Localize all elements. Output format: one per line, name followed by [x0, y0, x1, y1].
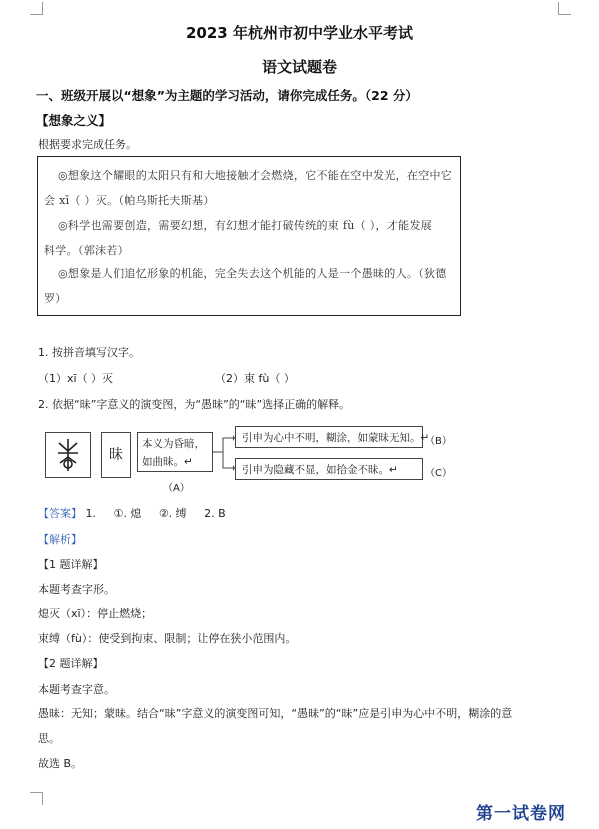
answer-line [38, 505, 226, 521]
analysis-label: 【解析】 [38, 533, 82, 546]
quote-line: ◎科学也需要创造，需要幻想，有幻想才能打破传统的束 fù（ ），才能发展 [58, 219, 433, 232]
q2-detail-line: 思。 [38, 732, 60, 745]
q2-detail-line: 故选 B。 [38, 757, 83, 770]
modern-character: 昧 [109, 447, 123, 463]
crop-mark-top-left [30, 2, 43, 15]
q1-detail-line: 本题考查字形。 [38, 583, 115, 596]
meaning-b-text: 引申为心中不明，糊涂，如蒙昧无知。↵ [242, 432, 430, 444]
watermark-logo: 第一试卷网 [476, 804, 566, 824]
exam-subtitle: 语文试题卷 [261, 58, 337, 76]
label-a: （A） [163, 483, 190, 494]
quote-line: 科学。（郭沫若） [44, 244, 129, 257]
ancient-glyph-icon [46, 433, 90, 477]
meaning-box-b [235, 426, 430, 448]
quote-box [37, 156, 461, 316]
meaning-box-a [137, 432, 213, 472]
question-2-prompt: 2. 依据“昧”字意义的演变图，为“愚昧”的“昧”选择正确的解释。 [38, 398, 351, 411]
arrows-icon [213, 422, 235, 486]
quote-line: 会 xī（ ）灭。（帕乌斯托夫斯基） [44, 194, 215, 207]
meaning-a-line1: 本义为昏暗， [142, 438, 205, 450]
meaning-c-text: 引申为隐藏不显，如拾金不昧。↵ [242, 464, 398, 476]
quote-line: ◎想象是人们追忆形象的机能，完全失去这个机能的人是一个愚昧的人。（狄德 [58, 267, 447, 280]
meaning-a-line2: 如曲昧。↵ [142, 456, 193, 468]
answer-label: 【答案】 [38, 507, 82, 520]
meaning-box-c [235, 458, 423, 480]
exam-title: 2023 年杭州市初中学业水平考试 [186, 24, 413, 42]
q1-detail-line: 束缚（fù）：使受到拘束、限制；让停在狭小范围内。 [38, 632, 297, 645]
section-heading: 一、班级开展以“想象”为主题的学习活动，请你完成任务。（22 分） [36, 88, 418, 103]
q2-detail-line: 愚昧：无知；蒙昧。结合“昧”字意义的演变图可知，“愚昧”的“昧”应是引申为心中不明，糊涂的意 [38, 707, 513, 720]
crop-mark-bottom-left [30, 792, 43, 805]
sub-heading: 【想象之义】 [36, 113, 112, 128]
q2-detail-line: 本题考查字意。 [38, 683, 115, 696]
quote-line: 罗） [44, 292, 67, 305]
instruction-text: 根据要求完成任务。 [38, 138, 137, 151]
question-1-part1: （1）xī（ ）灭 [38, 372, 114, 385]
ancient-character-box [45, 432, 91, 478]
question-1-prompt: 1. 按拼音填写汉字。 [38, 346, 140, 359]
quote-line: ◎想象这个耀眼的太阳只有和大地接触才会燃烧，它不能在空中发光，在空中它 [58, 169, 453, 182]
modern-character-box [101, 432, 131, 478]
q1-detail-label: 【1 题详解】 [38, 558, 104, 571]
q1-detail-line: 熄灭（xī）：停止燃烧； [38, 607, 153, 620]
question-1-part2: （2）束 fù（ ） [215, 372, 295, 385]
label-b: （B） [425, 436, 452, 447]
crop-mark-top-right [558, 2, 571, 15]
evolution-diagram [45, 422, 475, 494]
answer-text: 1. ①. 熄 ②. 缚 2. B [85, 507, 226, 520]
q2-detail-label: 【2 题详解】 [38, 657, 104, 670]
label-c: （C） [425, 468, 452, 479]
